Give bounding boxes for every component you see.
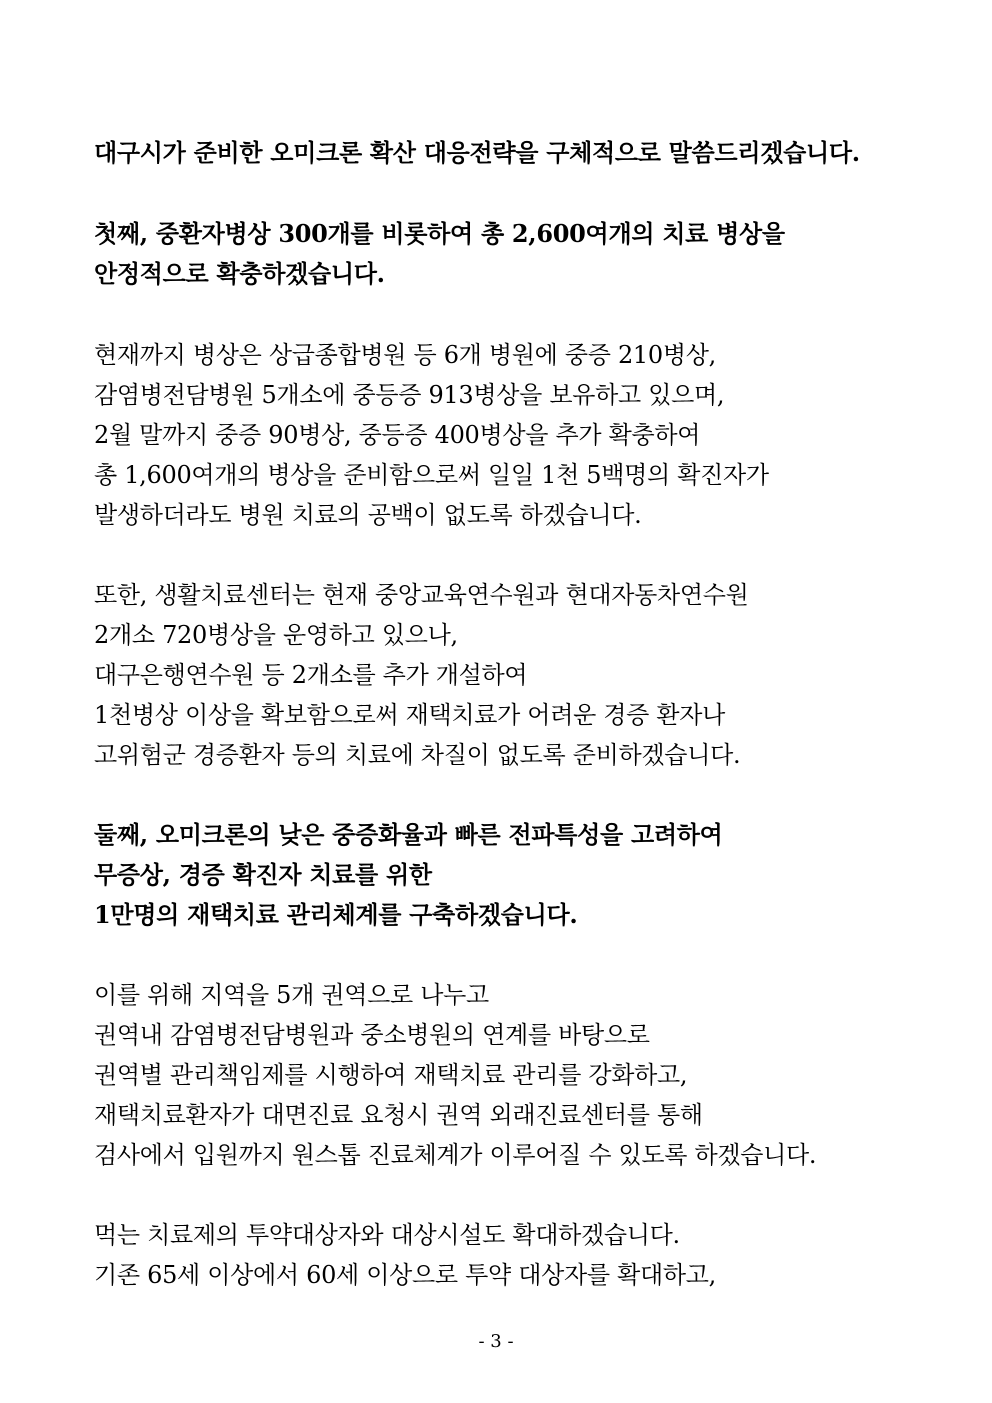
text-line: 권역내 감염병전담병원과 중소병원의 연계를 바탕으로: [94, 1021, 650, 1049]
text-line: 먹는 치료제의 투약대상자와 대상시설도 확대하겠습니다.: [94, 1221, 680, 1249]
text-line: 첫째, 중환자병상 300개를 비롯하여 총 2,600여개의 치료 병상을: [94, 219, 785, 248]
treatment-center-paragraph: [94, 575, 954, 775]
oral-medication-paragraph: [94, 1215, 954, 1295]
text-line: 검사에서 입원까지 원스톱 진료체계가 이루어질 수 있도록 하겠습니다.: [94, 1141, 817, 1169]
text-line: 감염병전담병원 5개소에 중등증 913병상을 보유하고 있으며,: [94, 381, 725, 409]
home-care-paragraph: [94, 975, 954, 1175]
page-number: - 3 -: [478, 1331, 514, 1352]
text-line: 2월 말까지 중증 90병상, 중등증 400병상을 추가 확충하여: [94, 421, 701, 449]
text-line: 현재까지 병상은 상급종합병원 등 6개 병원에 중증 210병상,: [94, 341, 716, 369]
text-line: 재택치료환자가 대면진료 요청시 권역 외래진료센터를 통해: [94, 1101, 703, 1129]
text-line: 대구은행연수원 등 2개소를 추가 개설하여: [94, 661, 528, 689]
text-line: 기존 65세 이상에서 60세 이상으로 투약 대상자를 확대하고,: [94, 1261, 716, 1289]
text-line: 총 1,600여개의 병상을 준비함으로써 일일 1천 5백명의 확진자가: [94, 461, 769, 489]
first-point-heading: [94, 214, 954, 294]
text-line: 1만명의 재택치료 관리체계를 구축하겠습니다.: [94, 900, 578, 929]
text-line: 2개소 720병상을 운영하고 있으나,: [94, 621, 458, 649]
second-point-heading: [94, 815, 954, 935]
text-line: 무증상, 경증 확진자 치료를 위한: [94, 860, 432, 889]
text-line: 권역별 관리책임제를 시행하여 재택치료 관리를 강화하고,: [94, 1061, 688, 1089]
text-line: 고위험군 경증환자 등의 치료에 차질이 없도록 준비하겠습니다.: [94, 741, 741, 769]
text-line: 안정적으로 확충하겠습니다.: [94, 259, 385, 288]
text-line: 발생하더라도 병원 치료의 공백이 없도록 하겠습니다.: [94, 501, 642, 529]
text-line: 1천병상 이상을 확보함으로써 재택치료가 어려운 경증 환자나: [94, 701, 726, 729]
strategy-intro-paragraph: [94, 133, 954, 173]
text-line: 대구시가 준비한 오미크론 확산 대응전략을 구체적으로 말씀드리겠습니다.: [94, 138, 860, 167]
text-line: 둘째, 오미크론의 낮은 중증화율과 빠른 전파특성을 고려하여: [94, 820, 723, 849]
hospital-beds-paragraph: [94, 335, 954, 535]
text-line: 이를 위해 지역을 5개 권역으로 나누고: [94, 981, 489, 1009]
text-line: 또한, 생활치료센터는 현재 중앙교육연수원과 현대자동차연수원: [94, 581, 749, 609]
